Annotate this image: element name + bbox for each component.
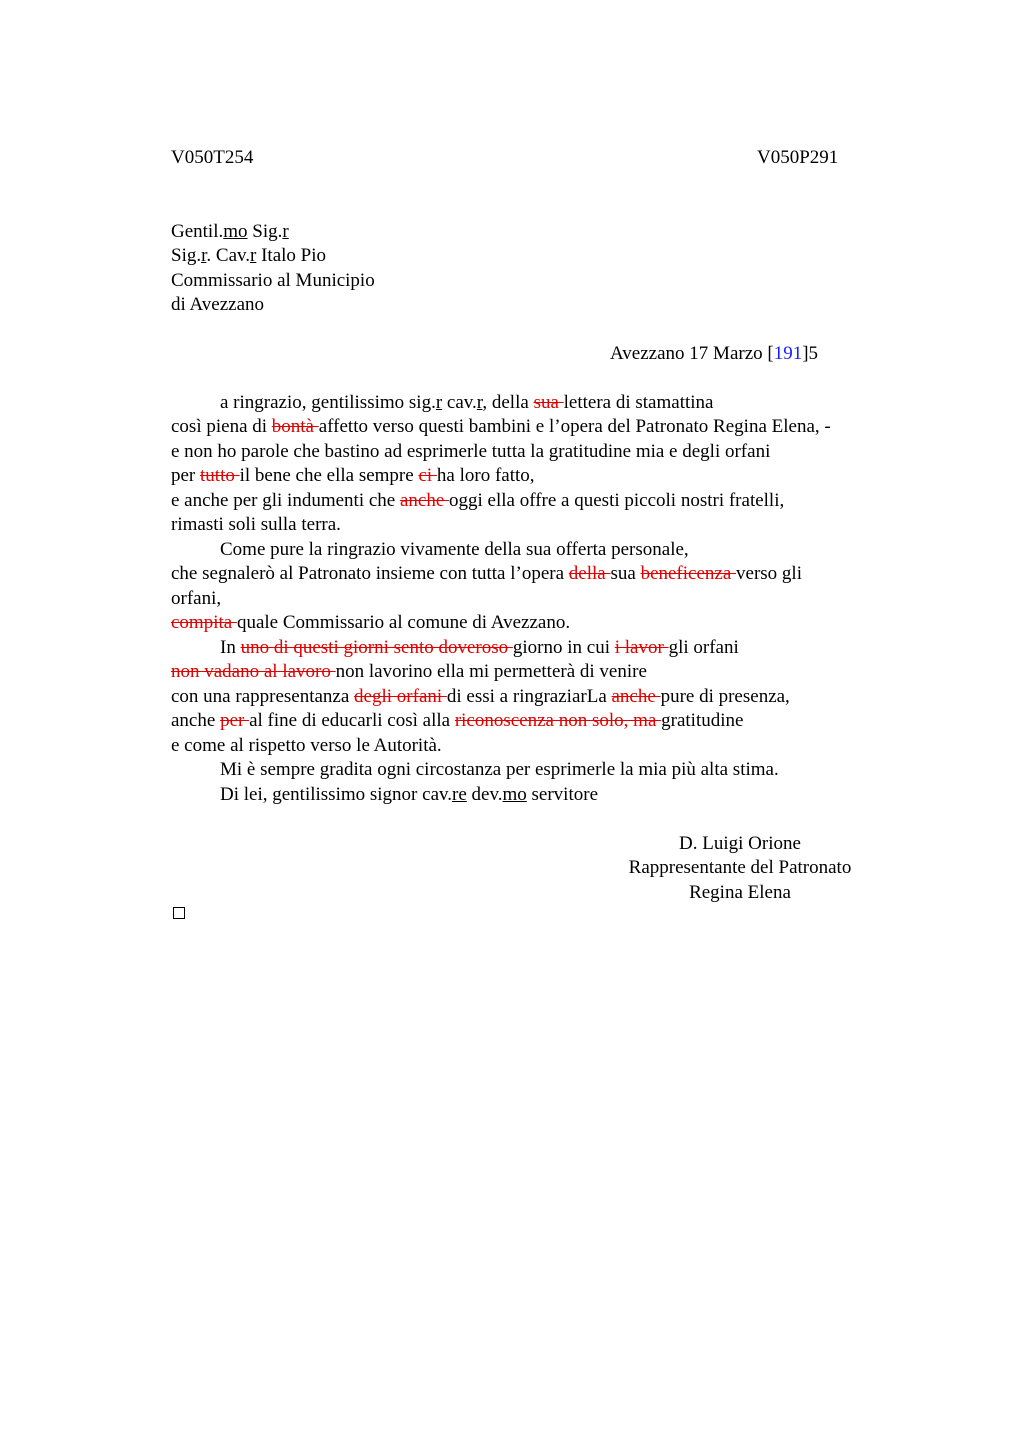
header-left-code: V050T254 [171, 147, 254, 168]
body-line-1: a ringrazio, gentilissimo sig.r cav.r, della sua lettera di stamattina [220, 392, 714, 413]
body-line-5: e anche per gli indumenti che anche oggi ella offre a questi piccoli nostri fratelli, [171, 490, 785, 511]
body-line-3: e non ho parole che bastino ad esprimerle tutta la gratitudine mia e degli orfani [171, 441, 771, 462]
body-line-12: non vadano al lavoro non lavorino ella mi permetterà di venire [171, 661, 647, 682]
address-line-3: Commissario al Municipio [171, 270, 375, 291]
body-line-15: e come al rispetto verso le Autorità. [171, 735, 442, 756]
body-line-2: così piena di bontà affetto verso questi bambini e l’opera del Patronato Regina Elena, - [171, 416, 831, 437]
empty-checkbox-icon [173, 907, 185, 919]
header-right-code: V050P291 [757, 147, 839, 168]
signature-name: D. Luigi Orione [679, 833, 801, 854]
address-line-1: Gentil.mo Sig.r [171, 221, 289, 242]
body-line-8: che segnalerò al Patronato insieme con tutta l’opera della sua beneficenza verso gli [171, 563, 802, 584]
body-line-6: rimasti soli sulla terra. [171, 514, 341, 535]
body-line-4: per tutto il bene che ella sempre ci ha loro fatto, [171, 465, 535, 486]
body-line-13: con una rappresentanza degli orfani di essi a ringraziarLa anche pure di presenza, [171, 686, 790, 707]
body-line-16: Mi è sempre gradita ogni circostanza per esprimerle la mia più alta stima. [220, 759, 779, 780]
body-line-17: Di lei, gentilissimo signor cav.re dev.mo servitore [220, 784, 599, 805]
signature-role: Rappresentante del Patronato [628, 857, 852, 878]
body-line-7: Come pure la ringrazio vivamente della sua offerta personale, [220, 539, 689, 560]
body-line-14: anche per al fine di educarli così alla riconoscenza non solo, ma gratitudine [171, 710, 744, 731]
address-line-4: di Avezzano [171, 294, 265, 315]
body-line-11: In uno di questi giorni sento doveroso giorno in cui i lavor gli orfani [220, 637, 739, 658]
address-line-2: Sig.r. Cav.r Italo Pio [171, 245, 327, 266]
signature-org: Regina Elena [689, 882, 791, 903]
body-line-10: compita quale Commissario al comune di Avezzano. [171, 612, 571, 633]
letter-date: Avezzano 17 Marzo [191]5 [610, 343, 819, 364]
body-line-9: orfani, [171, 588, 222, 609]
